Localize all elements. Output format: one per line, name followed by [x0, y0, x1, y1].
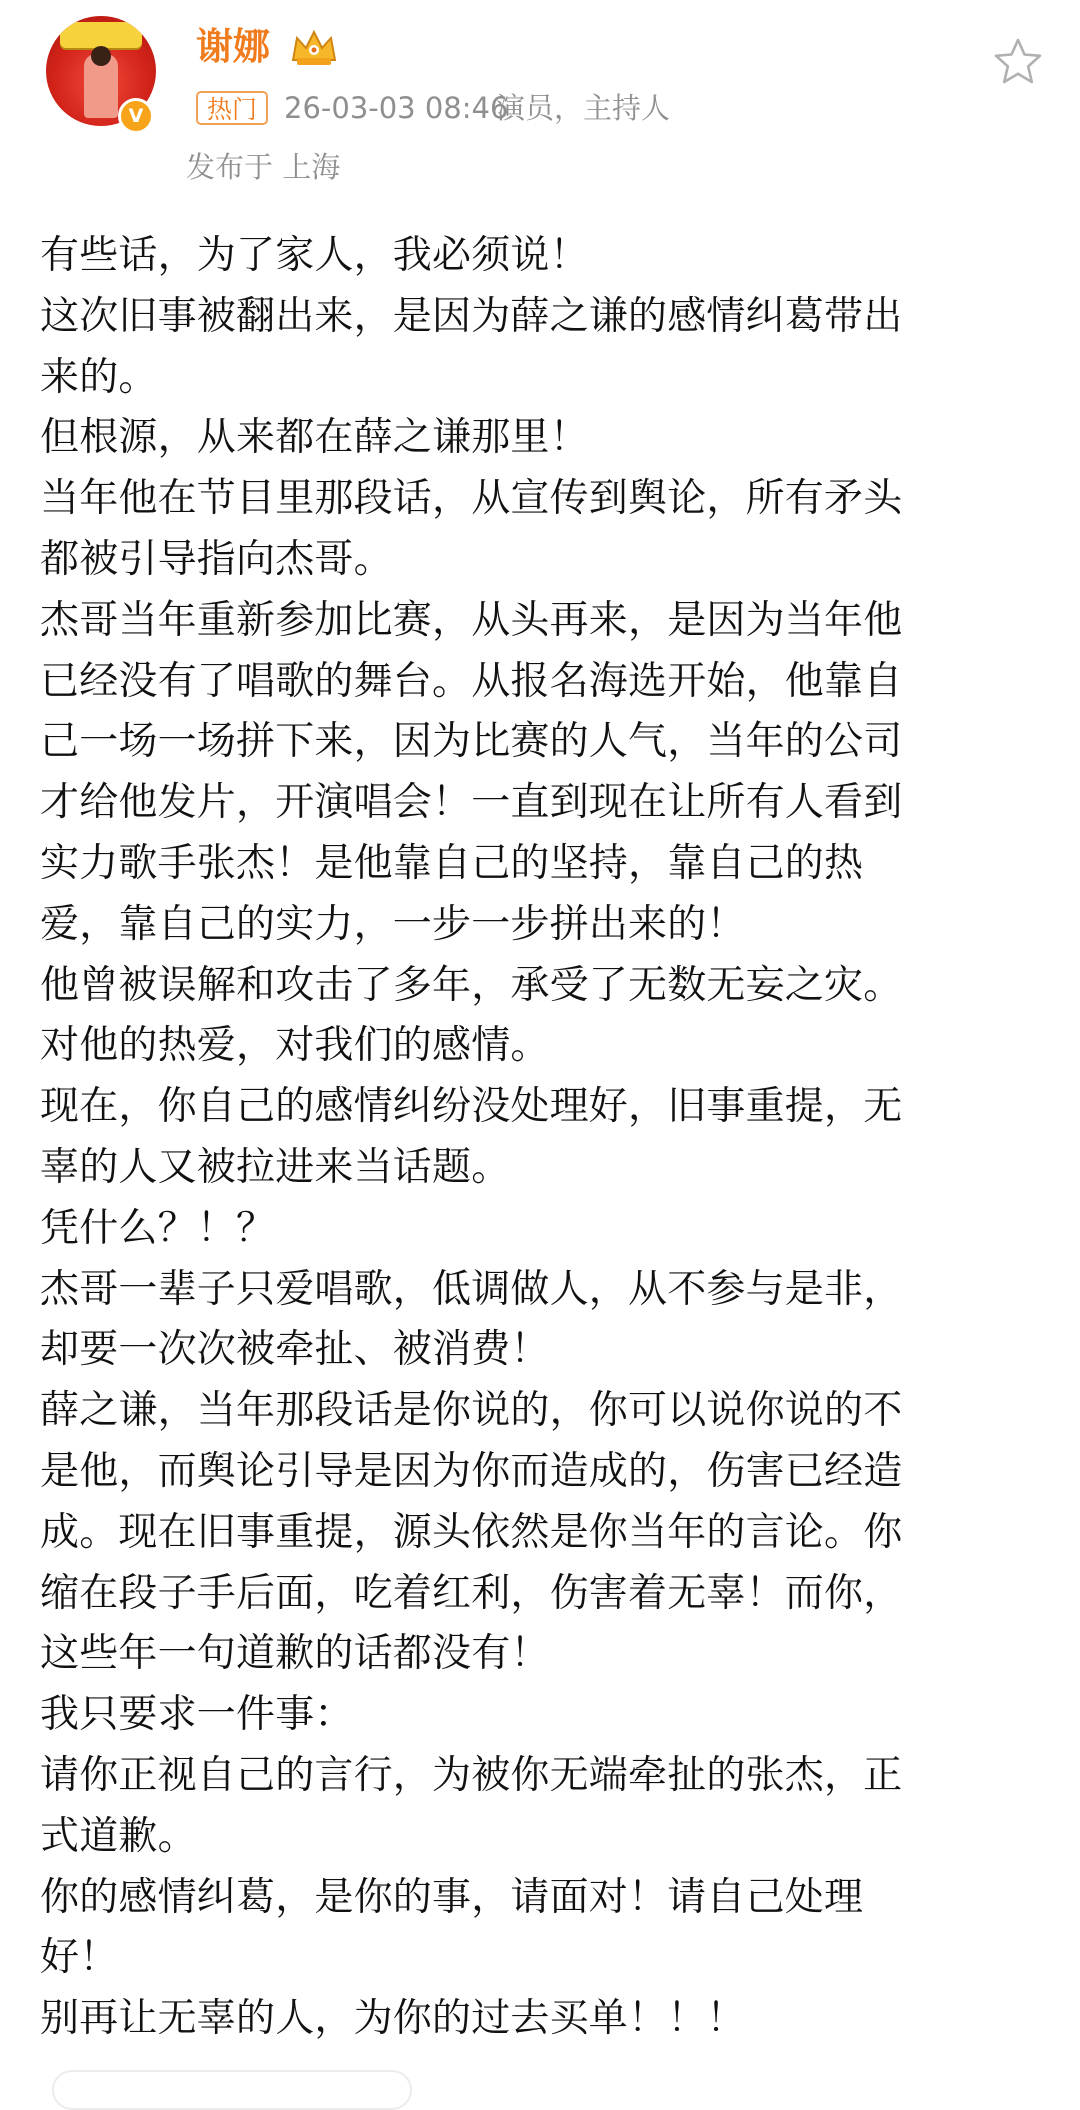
footer-bar[interactable] — [52, 2070, 412, 2110]
post-line: 他曾被误解和攻击了多年，承受了无数无妄之灾。 — [40, 962, 903, 1008]
post-timestamp: 26-03-03 08:46 — [284, 91, 509, 125]
avatar-head-graphic — [91, 46, 111, 66]
post-line: 已经没有了唱歌的舞台。从报名海选开始，他靠自 — [40, 658, 903, 704]
post-line: 却要一次次被牵扯、被消费！ — [40, 1327, 550, 1373]
post-line: 别再让无辜的人，为你的过去买单！！！ — [40, 1996, 746, 2042]
post-line: 爱，靠自己的实力，一步一步拼出来的！ — [40, 901, 746, 947]
post-line: 缩在段子手后面，吃着红利，伤害着无辜！而你， — [40, 1570, 903, 1616]
post-content — [40, 226, 1045, 2050]
post-line: 对他的热爱，对我们的感情。 — [40, 1023, 550, 1069]
post-line: 薛之谦，当年那段话是你说的，你可以说你说的不 — [40, 1388, 903, 1434]
post-location: 发布于 上海 — [186, 150, 341, 184]
post-line: 好！ — [40, 1935, 119, 1981]
post-line: 这次旧事被翻出来，是因为薛之谦的感情纠葛带出 — [40, 293, 903, 339]
post-line: 现在，你自己的感情纠纷没处理好，旧事重提，无 — [40, 1084, 903, 1130]
username[interactable]: 谢娜 — [196, 25, 270, 68]
post-line: 当年他在节目里那段话，从宣传到舆论，所有矛头 — [40, 476, 903, 522]
verified-badge: V — [118, 98, 154, 134]
crown-icon — [289, 28, 339, 68]
post-line: 己一场一场拼下来，因为比赛的人气，当年的公司 — [40, 719, 903, 765]
post-header — [0, 0, 1080, 200]
post-line: 但根源，从来都在薛之谦那里！ — [40, 415, 589, 461]
post-line: 凭什么？！？ — [40, 1205, 276, 1251]
post-line: 我只要求一件事： — [40, 1692, 354, 1738]
post-line: 实力歌手张杰！是他靠自己的坚持，靠自己的热 — [40, 840, 864, 886]
user-occupation: 演员，主持人 — [496, 91, 671, 125]
post-line: 成。现在旧事重提，源头依然是你当年的言论。你 — [40, 1509, 903, 1555]
post-line: 请你正视自己的言行，为被你无端牵扯的张杰，正 — [40, 1752, 903, 1798]
post-line: 都被引导指向杰哥。 — [40, 536, 393, 582]
post-line: 式道歉。 — [40, 1813, 197, 1859]
avatar-sign-graphic — [60, 22, 142, 48]
post-line: 杰哥一辈子只爱唱歌，低调做人，从不参与是非， — [40, 1266, 903, 1312]
post-line: 有些话，为了家人，我必须说！ — [40, 233, 589, 278]
post-line: 来的。 — [40, 354, 158, 400]
post-line: 才给他发片，开演唱会！一直到现在让所有人看到 — [40, 780, 903, 826]
post-line: 辜的人又被拉进来当话题。 — [40, 1144, 511, 1190]
post-line: 你的感情纠葛，是你的事，请面对！请自己处理 — [40, 1874, 864, 1920]
post-line: 是他，而舆论引导是因为你而造成的，伤害已经造 — [40, 1448, 903, 1494]
post-line: 这些年一句道歉的话都没有！ — [40, 1631, 550, 1677]
hot-badge: 热门 — [196, 91, 268, 125]
post-line: 杰哥当年重新参加比赛，从头再来，是因为当年他 — [40, 597, 903, 643]
star-icon[interactable] — [992, 36, 1044, 88]
